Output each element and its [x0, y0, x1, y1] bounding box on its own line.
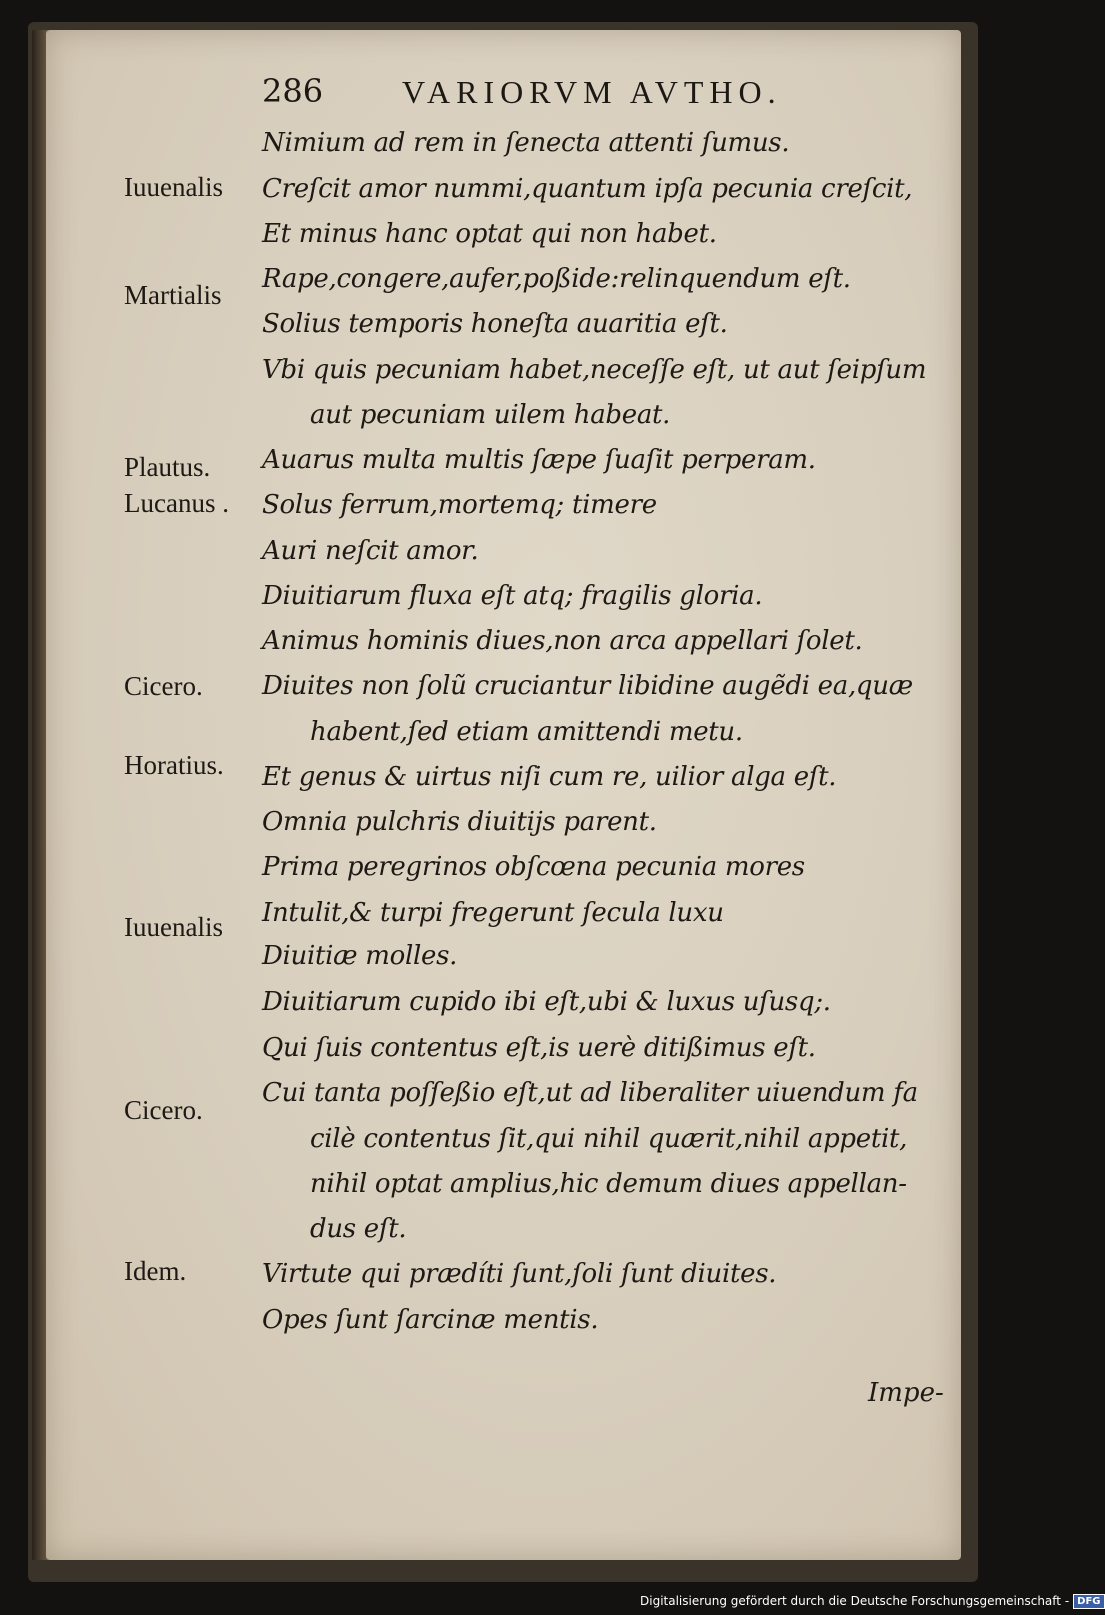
- text-line: Diuitiæ molles.: [262, 941, 458, 971]
- margin-author-note: Plautus.: [124, 452, 211, 482]
- text-line: Et minus hanc optat qui non habet.: [262, 219, 717, 249]
- dfg-logo-icon: DFG: [1073, 1594, 1104, 1609]
- catchword: Impe-: [868, 1378, 944, 1408]
- margin-author-note: Martialis: [124, 280, 222, 310]
- text-line: dus eſt.: [310, 1214, 407, 1244]
- text-line: cilè contentus ſit,qui nihil quærit,nihil appetit,: [310, 1124, 908, 1154]
- text-line: Cui tanta poſſeßio eſt,ut ad liberaliter uiuendum fa: [262, 1078, 918, 1108]
- text-line: aut pecuniam uilem habeat.: [310, 400, 671, 430]
- text-line: Creſcit amor nummi,quantum ipſa pecunia creſcit,: [262, 174, 913, 204]
- text-line: Virtute qui prædíti ſunt,ſoli ſunt diuites.: [262, 1259, 777, 1289]
- margin-author-note: Horatius.: [124, 750, 224, 780]
- text-line: Auri neſcit amor.: [262, 536, 479, 566]
- text-line: Et genus & uirtus niſi cum re, uilior alga eſt.: [262, 762, 837, 792]
- text-line: Diuites non ſolũ cruciantur libidine augẽdi ea,quæ: [262, 671, 913, 701]
- text-line: Nimium ad rem in ſenecta attenti ſumus.: [262, 128, 790, 158]
- margin-author-note: Iuuenalis: [124, 172, 223, 202]
- margin-author-note: Cicero.: [124, 671, 203, 701]
- text-line: Opes ſunt ſarcinæ mentis.: [262, 1305, 599, 1335]
- text-line: habent,ſed etiam amittendi metu.: [310, 717, 743, 747]
- text-line: Animus hominis diues,non arca appellari ſolet.: [262, 626, 863, 656]
- margin-author-note: Cicero.: [124, 1095, 203, 1125]
- text-line: nihil optat amplius,hic demum diues appellan-: [310, 1169, 907, 1199]
- text-line: Diuitiarum fluxa eſt atq; fragilis gloria.: [262, 581, 763, 611]
- running-head: VARIORVM AVTHO.: [402, 74, 782, 110]
- digitization-footer: [640, 1590, 1105, 1612]
- page-number: 286: [262, 72, 324, 110]
- text-line: Solus ferrum,mortemq; timere: [262, 490, 657, 520]
- text-line: Auarus multa multis ſæpe ſuaſit perperam.: [262, 445, 816, 475]
- text-line: Prima peregrinos obſcœna pecunia mores: [262, 852, 805, 882]
- margin-author-note: Lucanus .: [124, 488, 229, 518]
- text-line: Qui ſuis contentus eſt,is uerè ditißimus eſt.: [262, 1033, 816, 1063]
- page-header: [262, 72, 882, 122]
- text-line: Omnia pulchris diuitijs parent.: [262, 807, 657, 837]
- margin-author-note: Iuuenalis: [124, 912, 223, 942]
- margin-author-note: Idem.: [124, 1256, 187, 1286]
- text-line: Vbi quis pecuniam habet,neceſſe eſt, ut aut ſeipſum: [262, 355, 927, 385]
- text-line: Rape,congere,aufer,poßide:relinquendum eſt.: [262, 264, 851, 294]
- text-line: Diuitiarum cupido ibi eſt,ubi & luxus uſusq;.: [262, 987, 831, 1017]
- footer-credit: Digitalisierung gefördert durch die Deutsche Forschungsgemeinschaft -: [640, 1594, 1070, 1608]
- text-line: Intulit,& turpi fregerunt ſecula luxu: [262, 898, 724, 928]
- text-line: Solius temporis honeſta auaritia eſt.: [262, 309, 728, 339]
